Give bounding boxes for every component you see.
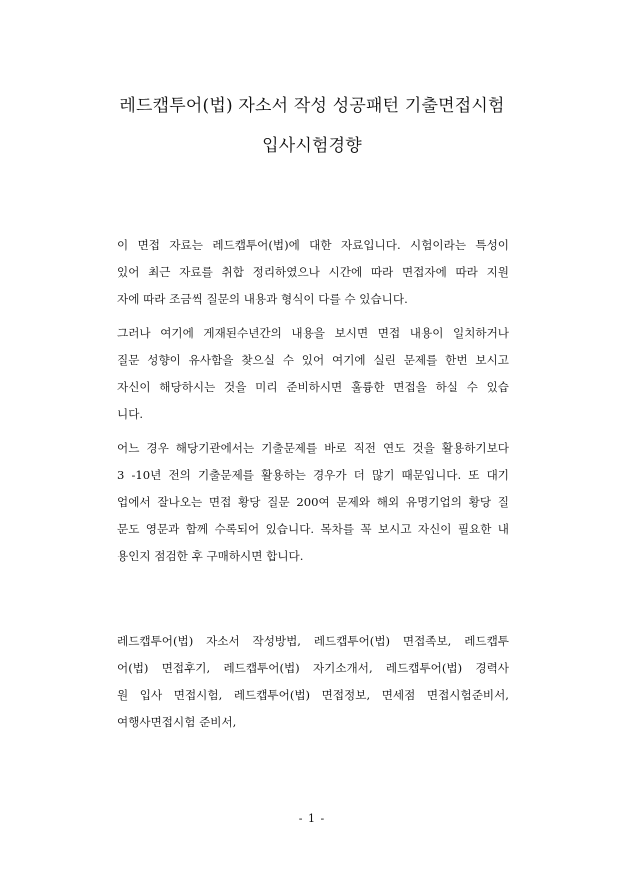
paragraph-line: 어느 경우 해당기관에서는 기출문제를 바로 직전 연도 것을 활용하기보다	[117, 441, 509, 455]
page-number: - 1 -	[298, 812, 326, 825]
document-title: 레드캡투어(법) 자소서 작성 성공패턴 기출면접시험	[119, 96, 505, 116]
paragraph-line: 문도 영문과 함께 수록되어 있습니다. 목차를 꼭 보시고 자신이 필요한 내	[117, 522, 509, 536]
paragraph-preparation	[117, 320, 509, 428]
paragraph-line: 3 -10년 전의 기출문제를 활용하는 경우가 더 많기 때문입니다. 또 대기	[117, 468, 509, 482]
paragraph-line: 용인지 점검한 후 구매하시면 합니다.	[117, 549, 304, 563]
document-subtitle: 입사시험경향	[262, 136, 362, 156]
paragraph-line: 이 면접 자료는 레드캡투어(법)에 대한 자료입니다. 시험이라는 특성이	[117, 238, 509, 252]
paragraph-line: 어(법) 면접후기, 레드캡투어(법) 자기소개서, 레드캡투어(법) 경력사	[117, 661, 509, 675]
paragraph-line: 레드캡투어(법) 자소서 작성방법, 레드캡투어(법) 면접족보, 레드캡투	[117, 634, 509, 648]
paragraph-line: 그러나 여기에 게재된수년간의 내용을 보시면 면접 내용이 일치하거나	[117, 326, 509, 340]
paragraph-line: 업에서 잘나오는 면접 황당 질문 200여 문제와 해외 유명기업의 황당 질	[117, 495, 509, 509]
paragraph-line: 니다.	[117, 407, 144, 421]
paragraph-line: 질문 성향이 유사함을 찾으실 수 있어 여기에 실린 문제를 한번 보시고	[117, 353, 509, 367]
paragraph-keywords	[117, 628, 509, 736]
paragraph-line: 있어 최근 자료를 취합 정리하였으나 시간에 따라 면접자에 따라 지원	[117, 265, 509, 279]
paragraph-line: 원 입사 면접시험, 레드캡투어(법) 면접정보, 면세점 면접시험준비서,	[117, 688, 509, 702]
paragraph-intro	[117, 232, 509, 313]
paragraph-line: 자에 따라 조금씩 질문의 내용과 형식이 다를 수 있습니다.	[117, 292, 408, 306]
paragraph-line: 자신이 해당하시는 것을 미리 준비하시면 훌륭한 면접을 하실 수 있습	[117, 380, 509, 394]
paragraph-line: 여행사면접시험 준비서,	[117, 715, 237, 729]
paragraph-past-questions	[117, 435, 509, 570]
